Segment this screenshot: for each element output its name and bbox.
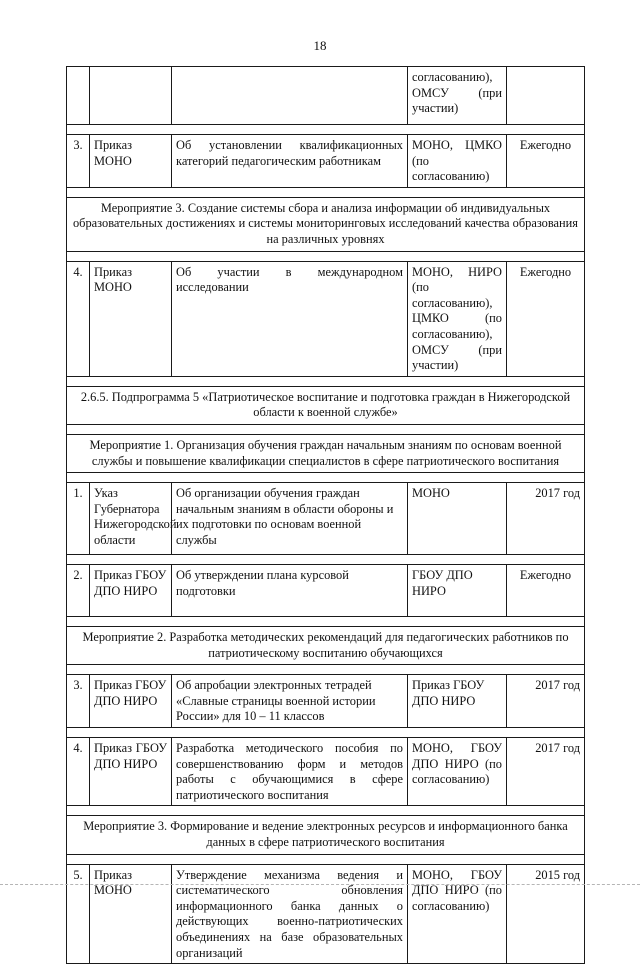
row-number: 1. xyxy=(67,483,90,555)
table-row xyxy=(67,738,585,806)
executor: Приказ ГБОУ ДПО НИРО xyxy=(408,675,507,728)
document-title: Об организации обучения граждан начальным знаниям в области обороны и их подготовки по основам военной службы xyxy=(172,483,408,555)
section-title: Мероприятие 2. Разработка методических рекомендаций для педагогических работников по патриотическому воспитанию обучающихся xyxy=(67,627,585,665)
section-title: 2.6.5. Подпрограмма 5 «Патриотическое воспитание и подготовка граждан в Нижегородской области к военной службе» xyxy=(67,386,585,424)
document-type: Указ Губернатора Нижегородской области xyxy=(90,483,172,555)
deadline: 2017 год xyxy=(507,738,585,806)
table-row xyxy=(67,483,585,555)
row-number xyxy=(67,67,90,125)
document-type: Приказ ГБОУ ДПО НИРО xyxy=(90,675,172,728)
row-number: 5. xyxy=(67,864,90,964)
table-row xyxy=(67,864,585,964)
scan-edge-divider xyxy=(0,884,640,885)
table-row xyxy=(67,261,585,376)
document-title: Об установлении квалификационных категорий педагогическим работникам xyxy=(172,135,408,188)
document-title: Утверждение механизма ведения и систематического обновления информационного банка данных о действующих военно-патриотических объединениях на базе образовательных организаций xyxy=(172,864,408,964)
executor: ГБОУ ДПО НИРО xyxy=(408,565,507,617)
row-number: 3. xyxy=(67,135,90,188)
row-number: 4. xyxy=(67,738,90,806)
executor: МОНО, ГБОУ ДПО НИРО (по согласованию) xyxy=(408,738,507,806)
executor: согласованию), ОМСУ (при участии) xyxy=(408,67,507,125)
document-title: Разработка методического пособия по совершенствованию форм и методов работы с обучающимися в сфере патриотического воспитания xyxy=(172,738,408,806)
section-title: Мероприятие 3. Формирование и ведение электронных ресурсов и информационного банка данных в сфере патриотического воспитания xyxy=(67,816,585,854)
table-row xyxy=(67,67,585,125)
document-type: Приказ МОНО xyxy=(90,135,172,188)
section-header xyxy=(67,434,585,472)
section-title: Мероприятие 3. Создание системы сбора и анализа информации об индивидуальных образовательных достижениях и системы мониторинговых исследований качества образования на различных уровнях xyxy=(67,197,585,251)
document-type xyxy=(90,67,172,125)
row-number: 4. xyxy=(67,261,90,376)
section-title: Мероприятие 1. Организация обучения граждан начальным знаниям по основам военной службы и повышение квалификации специалистов в сфере патриотического воспитания xyxy=(67,434,585,472)
row-number: 2. xyxy=(67,565,90,617)
table-row xyxy=(67,675,585,728)
page-number: 18 xyxy=(313,38,327,53)
document-type: Приказ МОНО xyxy=(90,261,172,376)
document-title xyxy=(172,67,408,125)
measures-table xyxy=(66,66,585,964)
document-type: Приказ ГБОУ ДПО НИРО xyxy=(90,565,172,617)
deadline: Ежегодно xyxy=(507,135,585,188)
deadline xyxy=(507,67,585,125)
deadline: 2015 год xyxy=(507,864,585,964)
document-type: Приказ МОНО xyxy=(90,864,172,964)
executor: МОНО, НИРО (по согласованию), ЦМКО (по согласованию), ОМСУ (при участии) xyxy=(408,261,507,376)
executor: МОНО xyxy=(408,483,507,555)
section-header xyxy=(67,627,585,665)
table-row xyxy=(67,565,585,617)
executor: МОНО, ЦМКО (по согласованию) xyxy=(408,135,507,188)
deadline: Ежегодно xyxy=(507,565,585,617)
table-row xyxy=(67,135,585,188)
document-title: Об утверждении плана курсовой подготовки xyxy=(172,565,408,617)
section-header xyxy=(67,197,585,251)
document-title: Об участии в международном исследовании xyxy=(172,261,408,376)
executor: МОНО, ГБОУ ДПО НИРО (по согласованию) xyxy=(408,864,507,964)
deadline: Ежегодно xyxy=(507,261,585,376)
deadline: 2017 год xyxy=(507,675,585,728)
deadline: 2017 год xyxy=(507,483,585,555)
document-title: Об апробации электронных тетрадей «Славные страницы военной истории России» для 10 – 11 классов xyxy=(172,675,408,728)
document-type: Приказ ГБОУ ДПО НИРО xyxy=(90,738,172,806)
row-number: 3. xyxy=(67,675,90,728)
section-header xyxy=(67,816,585,854)
section-header xyxy=(67,386,585,424)
